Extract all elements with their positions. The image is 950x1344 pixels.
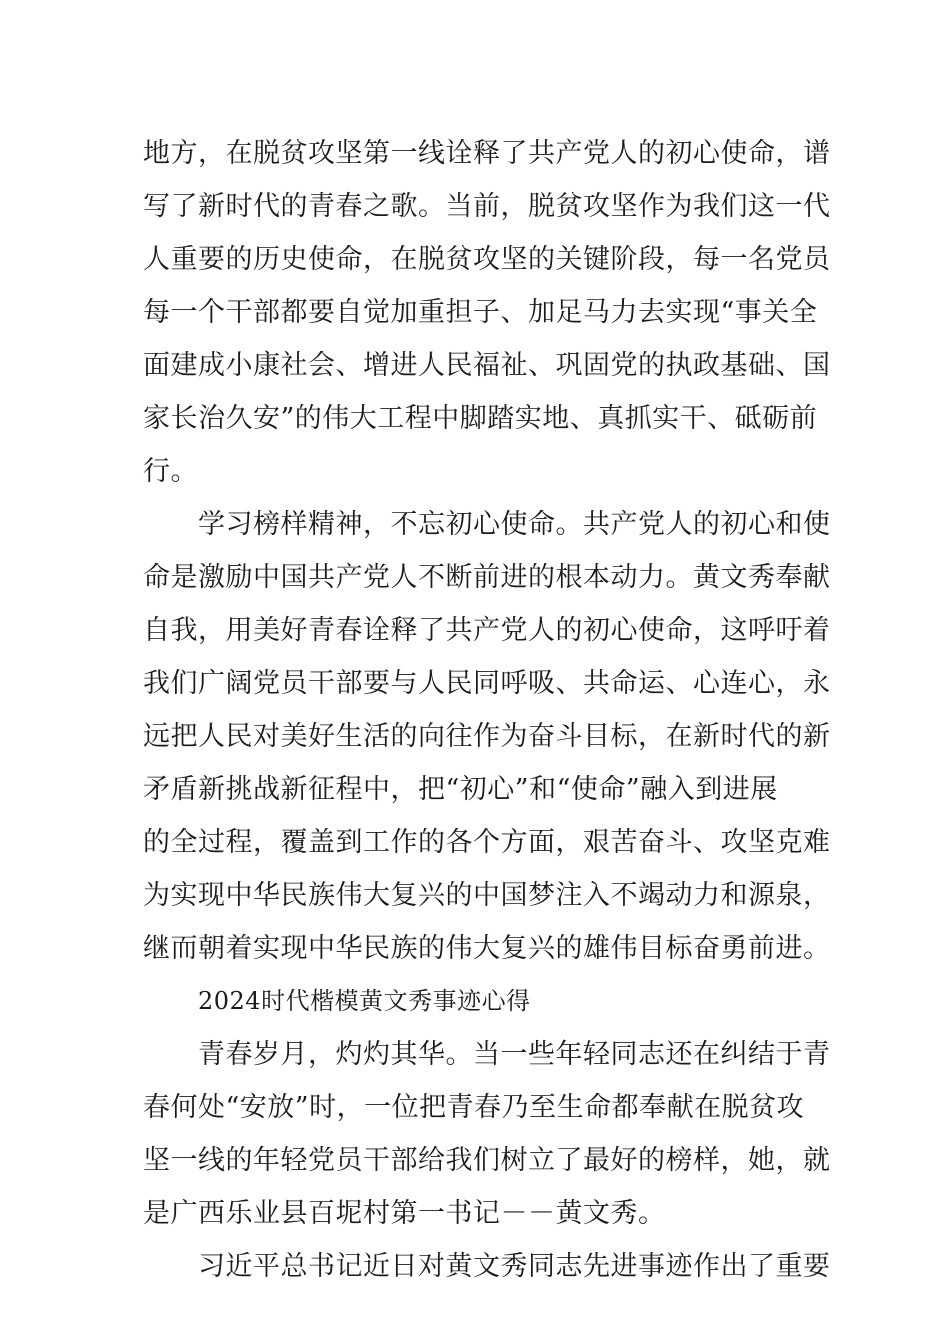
- paragraph-line: 我们广阔党员干部要与人民同呼吸、共命运、心连心，永: [143, 668, 831, 699]
- paragraph-line: 地方，在脱贫攻坚第一线诠释了共产党人的初心使命，谱: [143, 138, 831, 169]
- paragraph-line: 学习榜样精神，不忘初心使命。共产党人的初心和使: [198, 509, 831, 540]
- document-body: [143, 127, 831, 1293]
- paragraph: [143, 498, 831, 975]
- paragraph-line: 是广西乐业县百坭村第一书记－－黄文秀。: [143, 1198, 666, 1229]
- paragraph-line: 人重要的历史使命，在脱贫攻坚的关键阶段，每一名党员: [143, 244, 831, 275]
- paragraph-line: 远把人民对美好生活的向往作为奋斗目标，在新时代的新: [143, 721, 831, 752]
- paragraph-line: 青春岁月，灼灼其华。当一些年轻同志还在纠结于青: [198, 1039, 831, 1070]
- paragraph-line: 的全过程，覆盖到工作的各个方面，艰苦奋斗、攻坚克难: [143, 827, 831, 858]
- heading-text: 2024时代楷模黄文秀事迹心得: [198, 987, 531, 1015]
- paragraph-line: 习近平总书记近日对黄文秀同志先进事迹作出了重要: [198, 1251, 831, 1282]
- paragraph-line: 每一个干部都要自觉加重担子、加足马力去实现“事关全: [143, 297, 818, 328]
- paragraph-line: 为实现中华民族伟大复兴的中国梦注入不竭动力和源泉，: [143, 880, 831, 911]
- paragraph-line: 继而朝着实现中华民族的伟大复兴的雄伟目标奋勇前进。: [143, 933, 831, 964]
- paragraph-line: 坚一线的年轻党员干部给我们树立了最好的榜样，她，就: [143, 1145, 831, 1176]
- section-heading: [143, 975, 813, 1028]
- paragraph-line: 命是激励中国共产党人不断前进的根本动力。黄文秀奉献: [143, 562, 831, 593]
- paragraph-line: 写了新时代的青春之歌。当前，脱贫攻坚作为我们这一代: [143, 191, 831, 222]
- paragraph-line: 面建成小康社会、增进人民福祉、巩固党的执政基础、国: [143, 350, 831, 381]
- paragraph-line: 矛盾新挑战新征程中，把“初心”和“使命”融入到进展: [143, 774, 778, 805]
- paragraph-line: 行。: [143, 456, 198, 487]
- paragraph-line: 自我，用美好青春诠释了共产党人的初心使命，这呼吁着: [143, 615, 831, 646]
- paragraph: [143, 1240, 831, 1293]
- paragraph-line: 春何处“安放”时，一位把青春乃至生命都奉献在脱贫攻: [143, 1092, 805, 1123]
- paragraph: [143, 127, 831, 498]
- paragraph: [143, 1028, 831, 1240]
- paragraph-line: 家长治久安”的伟大工程中脚踏实地、真抓实干、砥砺前: [143, 403, 818, 434]
